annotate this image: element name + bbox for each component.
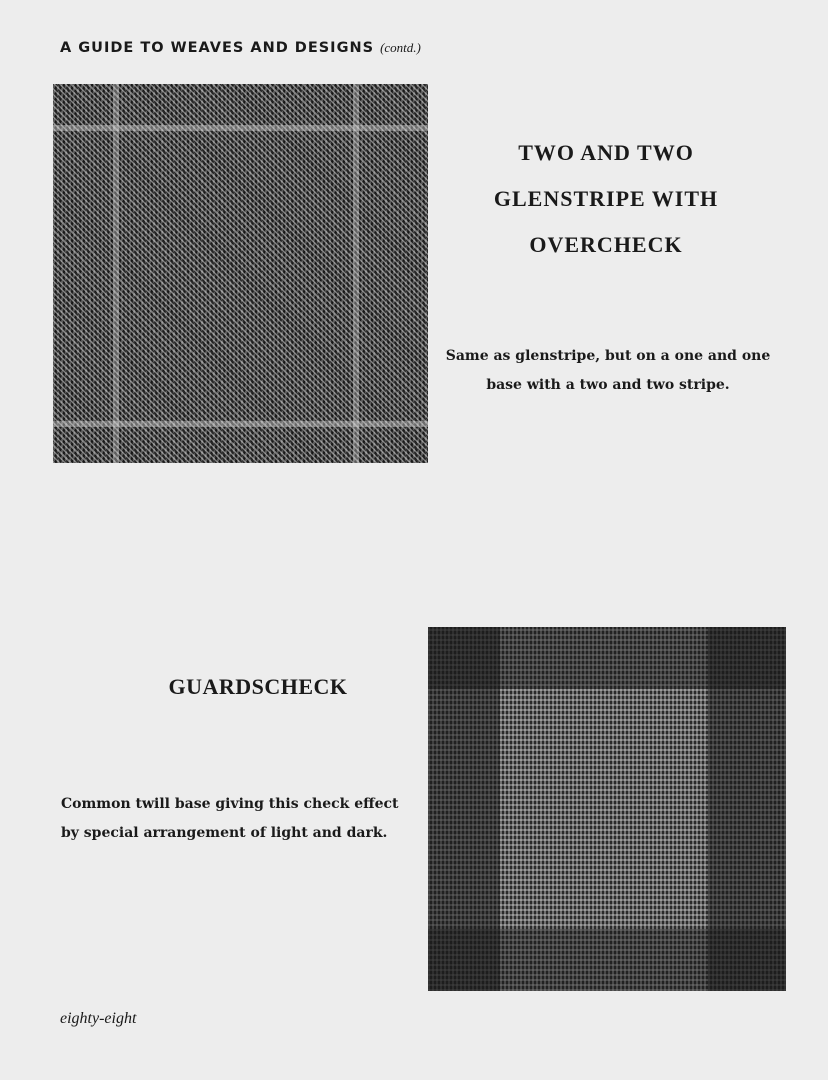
section2-description — [61, 790, 421, 848]
header-contd: (contd.) — [380, 40, 421, 55]
header-title: A GUIDE TO WEAVES AND DESIGNS — [60, 40, 375, 56]
guardscheck-fabric-swatch — [428, 627, 786, 991]
section1-title — [458, 130, 754, 268]
section1-title-line: TWO AND TWO — [518, 140, 694, 165]
page-number: eighty-eight — [60, 1010, 137, 1027]
glenstripe-overcheck-fabric-swatch — [53, 84, 428, 463]
section1-description-line: Same as glenstripe, but on a one and one — [445, 348, 771, 364]
section1-description — [430, 342, 786, 400]
section1-title-line: OVERCHECK — [529, 232, 683, 257]
section1-description-line: base with a two and two stripe. — [486, 377, 730, 393]
section2-description-line: Common twill base giving this check effect — [61, 796, 399, 812]
section2-title: GUARDSCHECK — [168, 674, 348, 699]
section1-title-line: GLENSTRIPE WITH — [493, 186, 719, 211]
page-header — [60, 40, 421, 56]
section2-description-line: by special arrangement of light and dark. — [61, 825, 388, 841]
